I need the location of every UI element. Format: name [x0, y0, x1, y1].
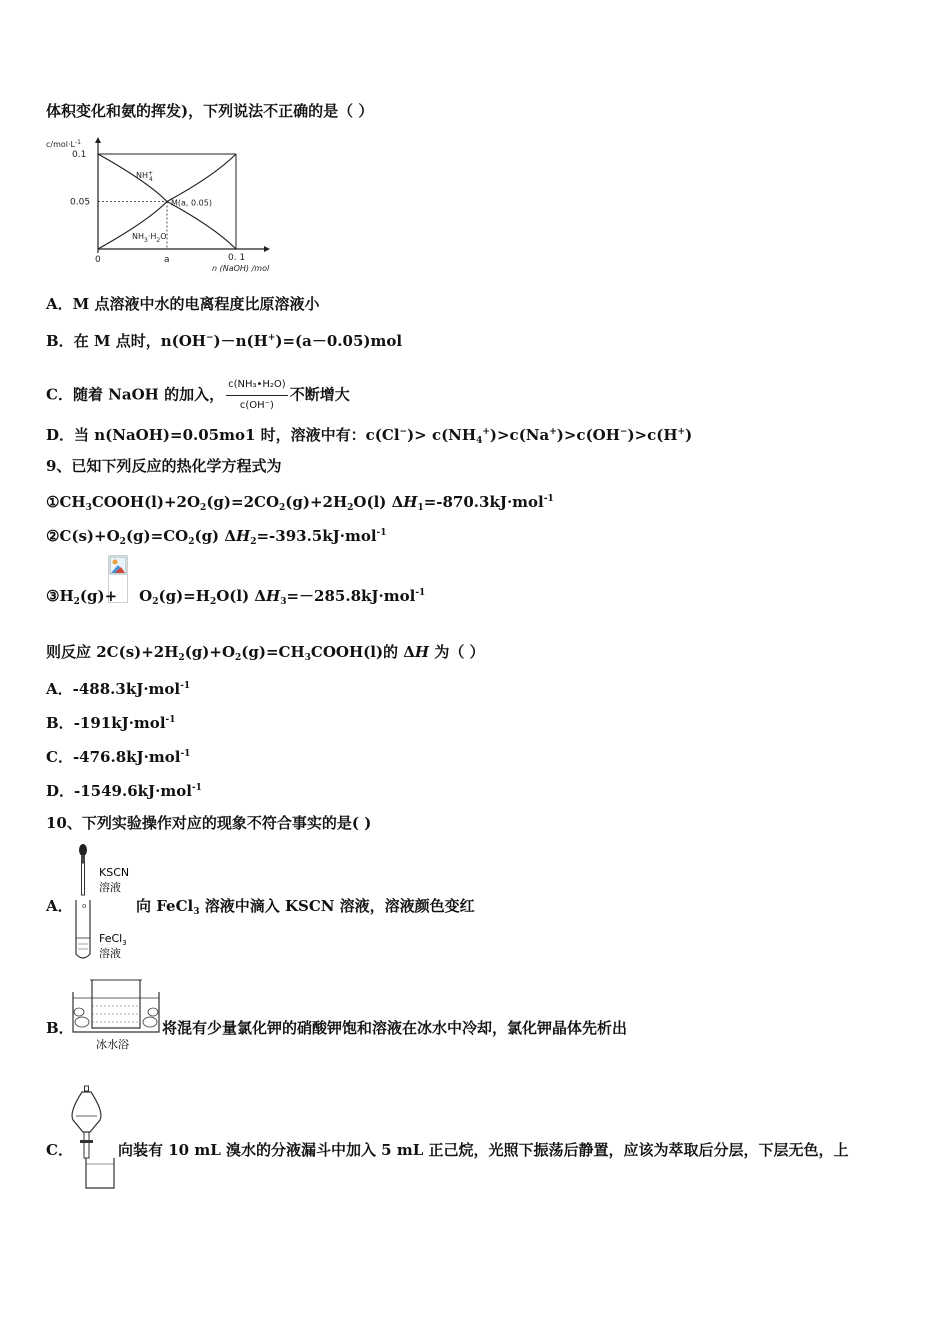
q9-equation-1: $①CH_3COOH(l)+2O_2(g)=2CO_2(g)+2H_2O(l)$ $\Delta H_1=-870.3kJ\cdot mol^{-1}$ — [46, 493, 554, 513]
q9-equation-2: $②C(s)+O_2(g)=CO_2(g)$ $\Delta H_2=-393.5kJ\cdot mol^{-1}$ — [46, 527, 387, 547]
nh4-label: NH+ 4 — [136, 170, 154, 183]
q9-option-a: A．-488.3kJ·mol$^{-1}$ — [46, 680, 191, 698]
q9-stem: 9、已知下列反应的热化学方程式为 — [46, 457, 282, 475]
q9-option-c: C．-476.8kJ·mol$^{-1}$ — [46, 748, 191, 766]
x-tick-label: 0. 1 — [228, 253, 246, 263]
concentration-ratio-fraction: $\frac{\text{c(NH₃•H₂O)}}{c(OH^-)}$ — [226, 375, 288, 416]
q8-option-a: A．M 点溶液中水的电离程度比原溶液小 — [46, 295, 320, 313]
q10-stem: 10、下列实验操作对应的现象不符合事实的是( ) — [46, 814, 372, 832]
kscn-solution-label: 溶液 — [99, 881, 121, 894]
fecl3-label: FeCl$_3$ — [99, 932, 127, 947]
q10-option-c-text: 向装有 10 mL 溴水的分液漏斗中加入 5 mL 正己烷，光照下振荡后静置，应该为萃取后分层，下层无色，上 — [118, 1141, 849, 1159]
y-tick-label: 0.05 — [70, 197, 91, 208]
fecl3-solution-label: 溶液 — [99, 947, 121, 960]
ice-bath-label: 冰水浴 — [96, 1038, 129, 1051]
q9-option-d: D．-1549.6kJ·mol$^{-1}$ — [46, 782, 202, 800]
q8-stem: 体积变化和氨的挥发)，下列说法不正确的是（ ） — [46, 102, 374, 120]
kscn-label: KSCN — [99, 866, 130, 879]
concentration-chart — [44, 134, 284, 276]
x-axis-label: n (NaOH) /mol — [212, 264, 270, 273]
q10-option-b: B． — [46, 1019, 74, 1037]
y-axis-label: $c/mol\cdot L^{-1}$ — [46, 139, 81, 149]
x-tick-label: a — [164, 255, 170, 265]
y-tick-label: 0.1 — [72, 150, 87, 160]
separatory-funnel-figure — [70, 1084, 120, 1192]
q10-option-a-text: 向 FeCl$_3$ 溶液中滴入 KSCN 溶液，溶液颜色变红 — [136, 897, 475, 917]
y-axis-arrow — [95, 137, 101, 143]
q10-option-a: A． — [46, 897, 73, 915]
point-m-label: M(a, 0.05) — [171, 198, 212, 208]
x-tick-label: 0 — [95, 255, 101, 265]
q9-equation-3: $③H_2(g)+ O_2(g)=H_2O(l)$ $\Delta H_3=-285.8kJ\cdot mol^{-1}$ — [46, 587, 426, 607]
nh3h2o-label: $NH_3\cdot H_2O$ — [132, 232, 167, 244]
ice-water-bath-figure — [70, 976, 162, 1052]
q10-option-b-text: 将混有少量氯化钾的硝酸钾饱和溶液在冰水中冷却，氯化钾晶体先析出 — [162, 1019, 628, 1037]
q8-option-c: C．随着 NaOH 的加入， $\frac{\text{c(NH₃•H₂O)}}{c(OH^-)}$ 不断增大 — [46, 375, 350, 416]
q8-option-b: B．在 M 点时，n(OH−)－n(H+)=(a－0.05)mol — [46, 332, 403, 350]
q10-option-c: C． — [46, 1141, 73, 1159]
q9-question: 则反应 $2C(s)+2H_2(g)+O_2(g)=CH_3COOH(l)$的 ΔH 为（ ） — [46, 643, 485, 663]
svg-text:o: o — [82, 902, 87, 910]
q8-option-d: D．当 n(NaOH)=0.05mo1 时，溶液中有：$c(Cl^-)> c(NH_4^+)>c(Na^+)>c(OH^-)>c(H^+)$ — [46, 426, 693, 446]
q9-option-b: B．-191kJ·mol$^{-1}$ — [46, 714, 176, 732]
dropper-test-tube-figure — [66, 842, 146, 964]
x-axis-arrow — [264, 246, 270, 252]
